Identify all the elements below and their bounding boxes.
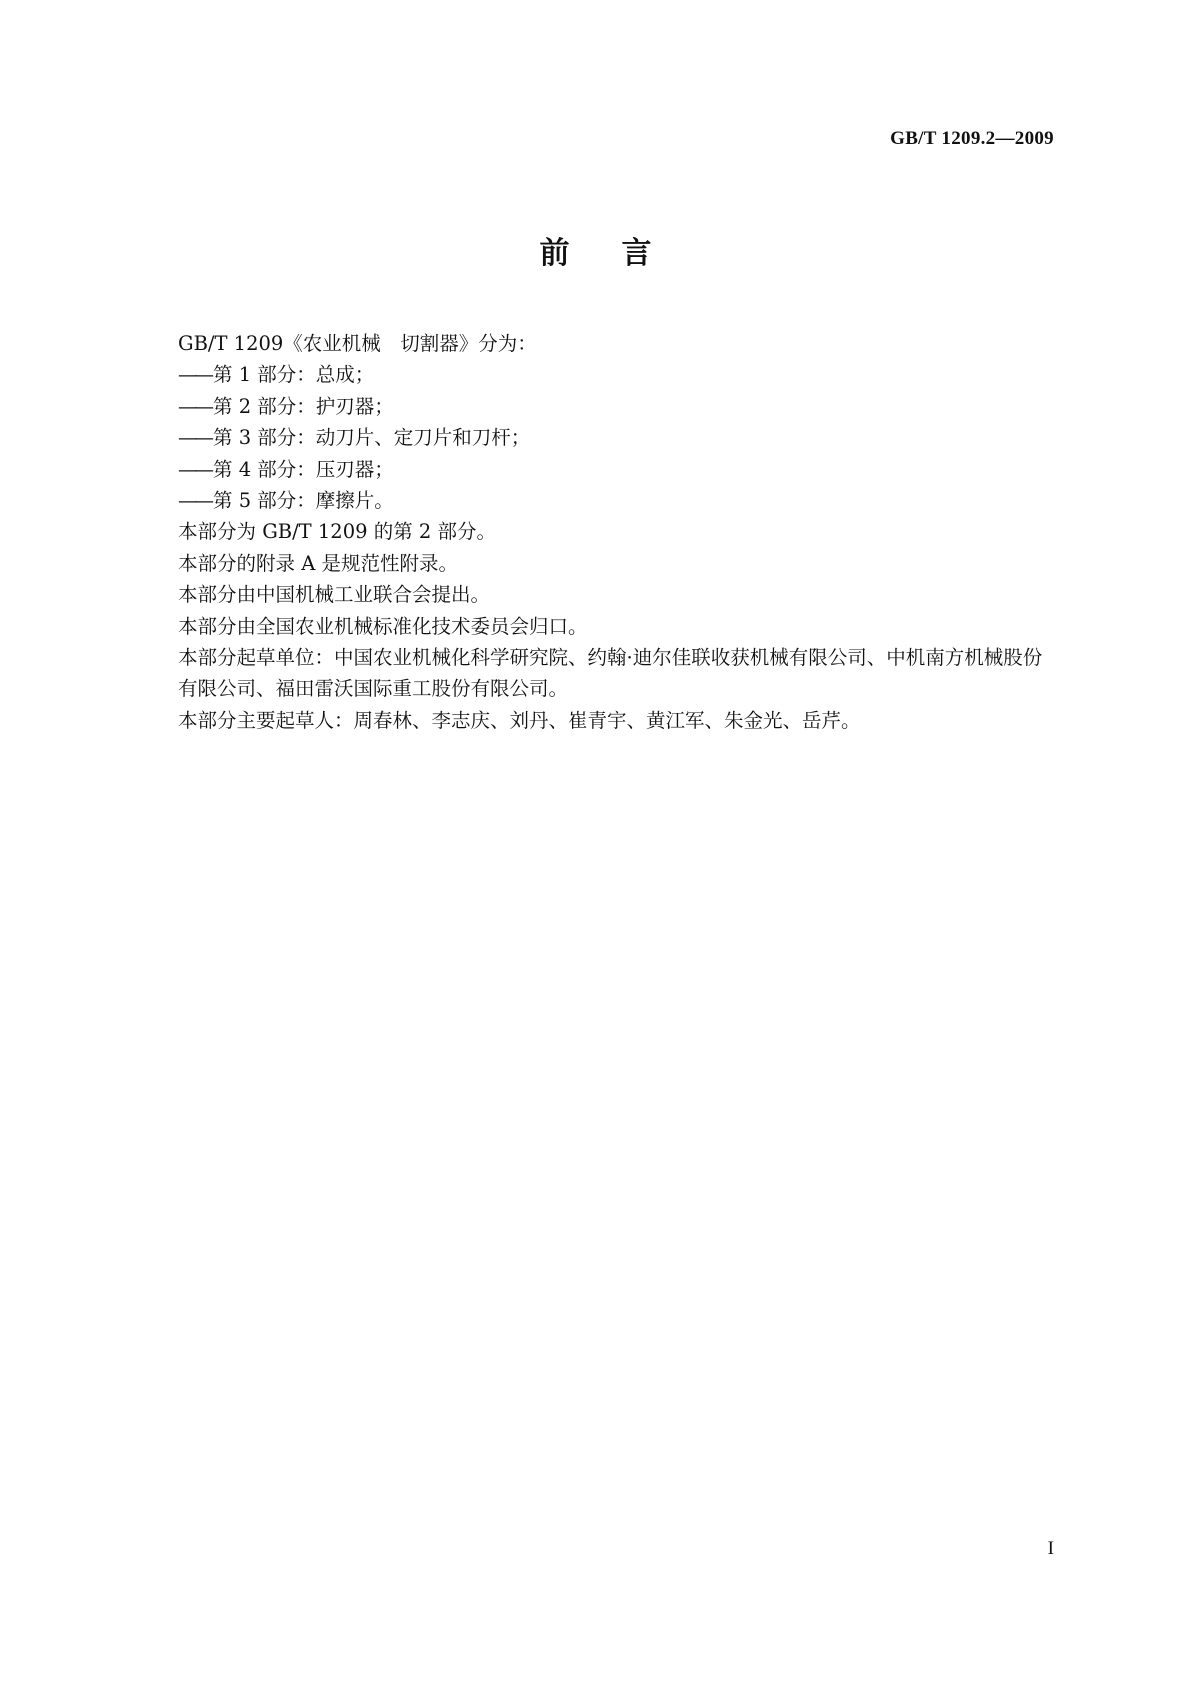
page-number: I [1047, 1538, 1054, 1559]
part-list-item: —— 第 1 部分：总成； [143, 359, 1051, 390]
standard-number: GB/T 1209.2—2009 [890, 128, 1054, 149]
foreword-body [143, 328, 1051, 736]
drafting-units-paragraph: 本部分起草单位：中国农业机械化科学研究院、约翰·迪尔佳联收获机械有限公司、中机南方机械股份有限公司、福田雷沃国际重工股份有限公司。 [178, 646, 1043, 701]
drafters-paragraph: 本部分主要起草人：周春林、李志庆、刘丹、崔青宇、黄江军、朱金光、岳芹。 [178, 708, 861, 732]
part-list-item: —— 第 4 部分：压刃器； [143, 454, 1051, 485]
part-list-item: —— 第 3 部分：动刀片、定刀片和刀杆； [143, 422, 1051, 453]
statement-paragraph: 本部分由全国农业机械标准化技术委员会归口。 [178, 614, 588, 638]
statement-paragraph: 本部分由中国机械工业联合会提出。 [178, 583, 491, 607]
statement-paragraph: 本部分的附录 A 是规范性附录。 [178, 551, 458, 575]
part-list-item: —— 第 2 部分：护刃器； [143, 391, 1051, 422]
part-list-item: —— 第 5 部分：摩擦片。 [143, 485, 1051, 516]
statement-paragraph: 本部分为 GB/T 1209 的第 2 部分。 [178, 520, 497, 544]
page-title: 前言 [539, 236, 704, 271]
intro-paragraph: GB/T 1209《农业机械 切割器》分为： [178, 332, 537, 355]
